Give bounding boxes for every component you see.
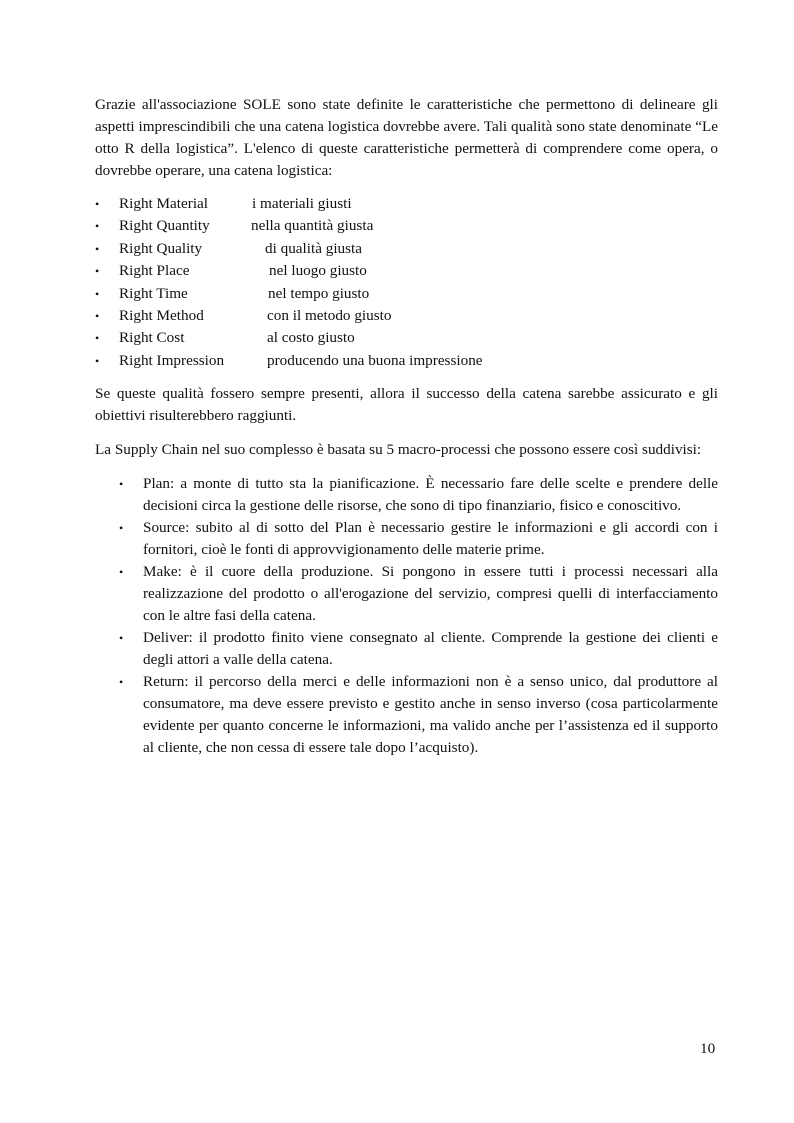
list-item — [95, 238, 718, 260]
list-item — [119, 561, 718, 627]
success-paragraph: Se queste qualità fossero sempre presenti, allora il successo della catena sarebbe assicurato e gli obiettivi risulterebbero raggiunti. — [95, 385, 718, 425]
r-term: Right Quantity — [119, 217, 210, 235]
list-item — [119, 473, 718, 517]
list-item — [95, 193, 718, 215]
macro-process-text: Plan: a monte di tutto sta la pianificazione. È necessario fare delle scelte e prendere delle decisioni circa la gestione delle risorse, che sono di tipo finanziario, fisico e conoscitivo. — [143, 475, 718, 515]
r-meaning: i materiali giusti — [252, 195, 352, 212]
list-item — [119, 671, 718, 759]
r-term: Right Cost — [119, 329, 185, 347]
r-meaning: nella quantità giusta — [251, 217, 374, 235]
bullet-icon: • — [119, 521, 124, 536]
macro-process-list — [95, 473, 718, 759]
macro-process-text: Make: è il cuore della produzione. Si pongono in essere tutti i processi necessari alla realizzazione del prodotto o all'erogazione del servizio, compresi quelli di interfacciamento con le altre fasi della catena. — [143, 563, 718, 625]
list-item — [95, 260, 718, 282]
bullet-icon: • — [95, 197, 100, 211]
r-term: Right Time — [119, 284, 188, 302]
r-meaning: di qualità giusta — [265, 239, 363, 257]
macro-process-text: Source: subito al di sotto del Plan è necessario gestire le informazioni e gli accordi con i fornitori, cioè le fonti di approvvigionamento delle materie prime. — [143, 519, 718, 559]
bullet-icon: • — [119, 477, 124, 492]
bullet-icon: • — [119, 565, 124, 580]
bullet-icon: • — [119, 675, 124, 690]
r-term: Right Method — [119, 306, 204, 324]
r-term: Right Quality — [119, 239, 203, 257]
bullet-icon: • — [119, 631, 124, 646]
r-meaning: con il metodo giusto — [267, 306, 392, 324]
r-term: Right Place — [119, 262, 190, 280]
r-term: Right Material — [119, 195, 208, 212]
macro-process-text: Return: il percorso della merci e delle informazioni non è a senso unico, dal produttore al consumatore, ma deve essere previsto e gestito anche in senso inverso (cosa particolarmente evidente per quanto concerne le informazioni, ma valido anche per l’assistenza ed il supporto al cliente, che non cessa di essere tale dopo l’acquisto). — [143, 673, 718, 757]
eight-r-list — [95, 193, 718, 372]
list-item — [95, 350, 718, 372]
intro-paragraph: Grazie all'associazione SOLE sono state definite le caratteristiche che permettono di delineare gli aspetti imprescindibili che una catena logistica dovrebbe avere. Tali qualità sono state denominate “Le otto R della logistica”. L'elenco di queste caratteristiche permetterà di comprendere come opera, o dovrebbe operare, una catena logistica: — [95, 96, 718, 179]
list-item — [119, 627, 718, 671]
list-item — [95, 327, 718, 349]
macro-process-text: Deliver: il prodotto finito viene consegnato al cliente. Comprende la gestione dei clienti e degli attori a valle della catena. — [143, 629, 718, 669]
page-number: 10 — [700, 1040, 716, 1057]
r-meaning: al costo giusto — [267, 329, 355, 347]
bullet-icon: • — [95, 241, 100, 256]
bullet-icon: • — [95, 264, 100, 279]
macro-intro-paragraph: La Supply Chain nel suo complesso è basata su 5 macro-processi che possono essere così suddivisi: — [95, 441, 702, 459]
r-term: Right Impression — [119, 351, 225, 369]
bullet-icon: • — [95, 286, 100, 301]
list-item — [95, 283, 718, 305]
bullet-icon: • — [95, 219, 100, 234]
r-meaning: producendo una buona impressione — [267, 351, 483, 369]
r-meaning: nel tempo giusto — [268, 284, 370, 302]
list-item — [119, 517, 718, 561]
list-item — [95, 215, 718, 237]
list-item — [95, 305, 718, 327]
page-body — [95, 94, 718, 759]
bullet-icon: • — [95, 331, 100, 346]
bullet-icon: • — [95, 308, 100, 323]
bullet-icon: • — [95, 353, 100, 368]
r-meaning: nel luogo giusto — [269, 262, 367, 280]
